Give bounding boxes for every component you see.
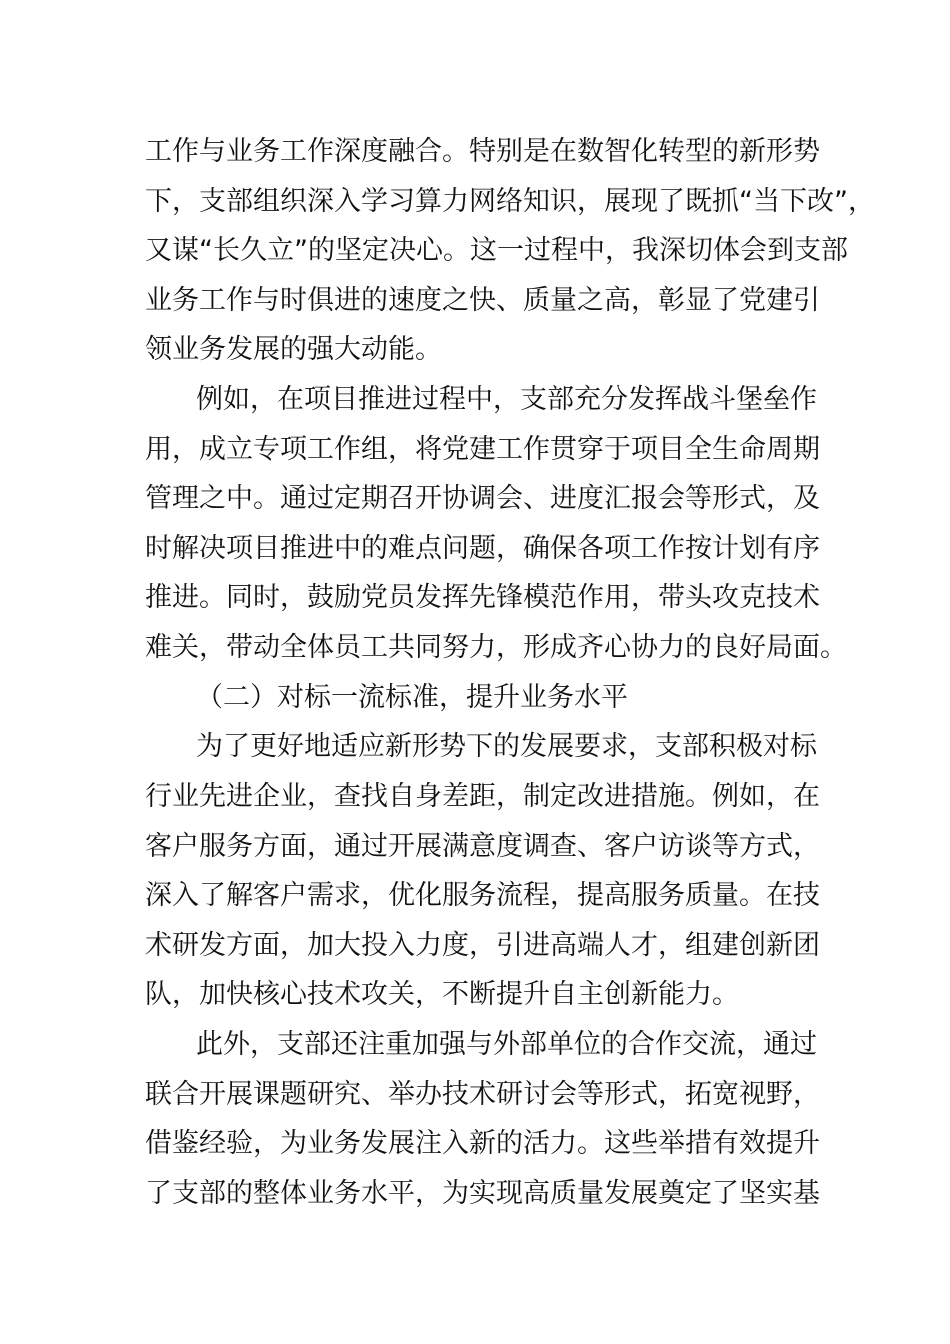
text-line: 客户服务方面，通过开展满意度调查、客户访谈等方式， bbox=[145, 831, 820, 862]
text-line: 管理之中。通过定期召开协调会、进度汇报会等形式，及 bbox=[145, 483, 820, 514]
text-line: 用，成立专项工作组，将党建工作贯穿于项目全生命周期 bbox=[145, 434, 820, 465]
text-line: 业务工作与时俱进的速度之快、质量之高，彰显了党建引 bbox=[145, 285, 820, 316]
text-line: 领业务发展的强大动能。 bbox=[145, 334, 442, 365]
section-heading: （二）对标一流标准，提升业务水平 bbox=[196, 682, 628, 713]
paragraph-start-line: 例如，在项目推进过程中，支部充分发挥战斗堡垒作 bbox=[196, 384, 817, 415]
text-line: 联合开展课题研究、举办技术研讨会等形式，拓宽视野， bbox=[145, 1079, 820, 1110]
text-line: 工作与业务工作深度融合。特别是在数智化转型的新形势 bbox=[145, 136, 820, 167]
text-line: 推进。同时，鼓励党员发挥先锋模范作用，带头攻克技术 bbox=[145, 582, 820, 613]
text-line: 借鉴经验，为业务发展注入新的活力。这些举措有效提升 bbox=[145, 1128, 820, 1159]
paragraph-start-line: 为了更好地适应新形势下的发展要求，支部积极对标 bbox=[196, 731, 817, 762]
text-line: 时解决项目推进中的难点问题，确保各项工作按计划有序 bbox=[145, 533, 820, 564]
paragraph-start-line: 此外，支部还注重加强与外部单位的合作交流，通过 bbox=[196, 1029, 817, 1060]
text-line: 术研发方面，加大投入力度，引进高端人才，组建创新团 bbox=[145, 930, 820, 961]
text-line: 行业先进企业，查找自身差距，制定改进措施。例如，在 bbox=[145, 781, 820, 812]
text-line: 深入了解客户需求，优化服务流程，提高服务质量。在技 bbox=[145, 880, 820, 911]
text-line: 又谋“长久立”的坚定决心。这一过程中，我深切体会到支部 bbox=[145, 235, 848, 266]
text-line: 队，加快核心技术攻关，不断提升自主创新能力。 bbox=[145, 979, 739, 1010]
text-line: 下，支部组织深入学习算力网络知识，展现了既抓“当下改”， bbox=[145, 186, 875, 217]
text-line: 难关，带动全体员工共同努力，形成齐心协力的良好局面。 bbox=[145, 632, 847, 663]
text-line: 了支部的整体业务水平，为实现高质量发展奠定了坚实基 bbox=[145, 1178, 820, 1209]
